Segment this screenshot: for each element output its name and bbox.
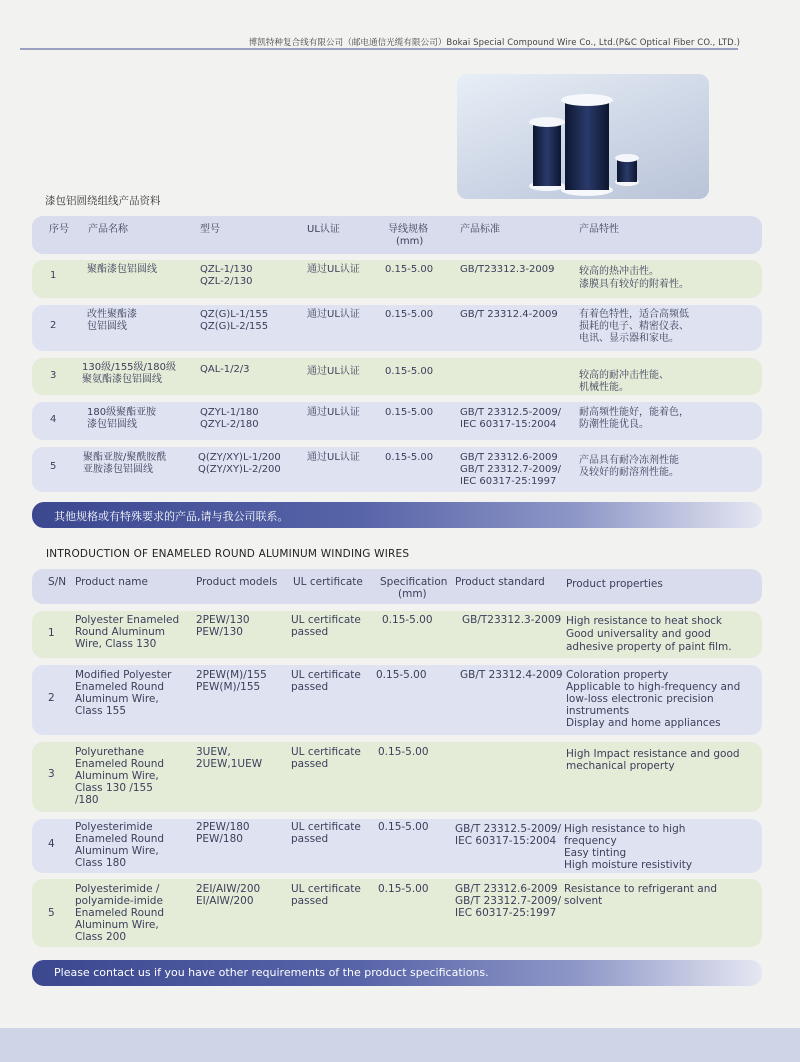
en-contact-text: Please contact us if you have other requirements of the product specifications. — [54, 966, 489, 979]
cn-col-ul: UL认证 — [307, 224, 340, 235]
cn-row-model: QZL-2/130 — [200, 276, 253, 287]
en-row-std: IEC 60317-15:2004 — [455, 835, 557, 847]
en-row-prop: Good universality and good — [566, 628, 711, 640]
cn-row-model: Q(ZY/XY)L-2/200 — [198, 464, 281, 475]
table-row — [32, 305, 762, 351]
table-row — [32, 358, 762, 395]
en-row-sn: 3 — [48, 768, 55, 780]
en-row-name: Wire, Class 130 — [75, 638, 157, 650]
table-row — [32, 447, 762, 492]
en-col-model: Product models — [196, 576, 278, 588]
header-divider — [20, 48, 738, 50]
en-row-prop: solvent — [564, 895, 603, 907]
en-row-ul: passed — [291, 626, 329, 638]
en-col-ul: UL certificate — [293, 576, 363, 588]
cn-row-name: 130级/155级/180级 — [82, 362, 176, 373]
cn-row-sn: 3 — [50, 370, 57, 381]
en-row-std: GB/T 23312.5-2009/ — [455, 823, 562, 835]
en-col-prop: Product properties — [566, 578, 663, 590]
en-row-name: Enameled Round — [75, 833, 165, 845]
en-col-spec-unit: (mm) — [398, 588, 427, 600]
cn-row-spec: 0.15-5.00 — [385, 452, 434, 463]
cn-row-name: 聚酯亚胺/聚酰胺酰 — [83, 452, 167, 463]
cn-row-sn: 5 — [50, 461, 57, 472]
en-row-model: 2EI/AIW/200 — [196, 883, 261, 895]
en-row-sn: 2 — [48, 692, 55, 704]
cn-row-prop: 较高的耐冲击性能、 — [579, 370, 669, 381]
en-row-name: Enameled Round — [75, 681, 165, 693]
product-photo — [457, 74, 709, 199]
cn-row-spec: 0.15-5.00 — [385, 407, 434, 418]
cn-row-model: QZYL-2/180 — [200, 419, 259, 430]
cn-row-sn: 4 — [50, 414, 57, 425]
table-row — [32, 402, 762, 440]
en-row-name: /180 — [75, 794, 99, 806]
table-row — [32, 742, 762, 812]
en-row-name: Round Aluminum — [75, 626, 165, 638]
en-row-prop: Display and home appliances — [566, 717, 721, 729]
en-row-sn: 5 — [48, 907, 55, 919]
cn-row-name: 包铝圆线 — [87, 321, 127, 332]
cn-row-name: 聚酯漆包铝圆线 — [87, 264, 157, 275]
en-row-std: GB/T23312.3-2009 — [462, 614, 562, 626]
en-row-ul: UL certificate — [291, 821, 361, 833]
en-row-ul: passed — [291, 681, 329, 693]
cn-row-model: QZL-1/130 — [200, 264, 253, 275]
cn-row-model: QAL-1/2/3 — [200, 364, 250, 375]
cn-row-sn: 2 — [50, 320, 57, 331]
cn-row-std: GB/T 23312.7-2009/ — [460, 464, 562, 475]
footer-band — [0, 1028, 800, 1062]
en-row-ul: UL certificate — [291, 669, 361, 681]
en-row-name: Class 155 — [75, 705, 127, 717]
cn-row-prop: 电讯、显示器和家电。 — [579, 333, 679, 344]
cn-row-model: QZ(G)L-1/155 — [200, 309, 269, 320]
en-col-spec: Specification — [380, 576, 448, 588]
en-row-prop: High resistance to heat shock — [566, 615, 722, 627]
table-row — [32, 611, 762, 658]
cn-row-model: QZ(G)L-2/155 — [200, 321, 269, 332]
cn-row-prop: 有着色特性，适合高频低 — [579, 309, 689, 320]
en-col-sn: S/N — [48, 576, 67, 588]
page-header — [0, 0, 800, 60]
en-row-model: 2PEW/130 — [196, 614, 250, 626]
en-row-prop: Coloration property — [566, 669, 669, 681]
cn-row-std: IEC 60317-25:1997 — [460, 476, 557, 487]
cn-row-name: 聚氨酯漆包铝圆线 — [82, 374, 162, 385]
cn-row-ul: 通过UL认证 — [307, 309, 360, 320]
cn-row-name: 改性聚酯漆 — [87, 309, 137, 320]
cn-row-model: Q(ZY/XY)L-1/200 — [198, 452, 281, 463]
cn-row-std: GB/T23312.3-2009 — [460, 264, 555, 275]
cn-col-std: 产品标准 — [460, 224, 500, 235]
en-row-prop: High moisture resistivity — [564, 859, 693, 871]
en-row-spec: 0.15-5.00 — [378, 746, 429, 758]
cn-col-prop: 产品特性 — [579, 224, 619, 235]
en-row-model: EI/AIW/200 — [196, 895, 254, 907]
cn-row-prop: 产品具有耐冷冻剂性能 — [579, 455, 679, 466]
en-row-prop: mechanical property — [566, 760, 675, 772]
cn-row-std: GB/T 23312.6-2009 — [460, 452, 558, 463]
en-row-prop: Resistance to refrigerant and — [564, 883, 718, 895]
en-row-sn: 4 — [48, 838, 55, 850]
cn-row-ul: 通过UL认证 — [307, 366, 360, 377]
en-row-spec: 0.15-5.00 — [382, 614, 433, 626]
en-row-ul: UL certificate — [291, 746, 361, 758]
cn-contact-banner — [32, 502, 762, 528]
en-row-ul: UL certificate — [291, 614, 361, 626]
en-row-std: IEC 60317-25:1997 — [455, 907, 557, 919]
en-col-name: Product name — [75, 576, 148, 588]
cn-row-spec: 0.15-5.00 — [385, 309, 434, 320]
en-row-model: PEW/180 — [196, 833, 243, 845]
cn-row-spec: 0.15-5.00 — [385, 264, 434, 275]
cn-row-std: GB/T 23312.5-2009/ — [460, 407, 562, 418]
en-row-spec: 0.15-5.00 — [378, 821, 429, 833]
cn-col-spec-unit: (mm) — [396, 236, 424, 247]
cn-row-std: GB/T 23312.4-2009 — [460, 309, 558, 320]
en-row-name: Enameled Round — [75, 758, 165, 770]
en-row-std: GB/T 23312.7-2009/ — [455, 895, 562, 907]
en-row-spec: 0.15-5.00 — [376, 669, 427, 681]
en-row-std: GB/T 23312.4-2009 — [460, 669, 563, 681]
cn-contact-text: 其他规格或有特殊要求的产品,请与我公司联系。 — [54, 510, 289, 523]
table-row — [32, 819, 762, 873]
en-contact-banner — [32, 960, 762, 986]
en-row-ul: passed — [291, 758, 329, 770]
en-row-model: 2UEW,1UEW — [196, 758, 263, 770]
en-row-name: Aluminum Wire, — [75, 770, 159, 782]
en-row-model: 2PEW/180 — [196, 821, 250, 833]
en-row-name: Aluminum Wire, — [75, 693, 159, 705]
en-row-sn: 1 — [48, 627, 55, 639]
cn-row-model: QZYL-1/180 — [200, 407, 259, 418]
cn-row-ul: 通过UL认证 — [307, 407, 360, 418]
en-row-name: Class 130 /155 — [75, 782, 153, 794]
en-row-ul: passed — [291, 895, 329, 907]
cn-row-prop: 耐高频性能好，能着色， — [579, 407, 689, 418]
en-col-std: Product standard — [455, 576, 545, 588]
cn-col-name: 产品名称 — [88, 224, 128, 235]
en-row-name: polyamide-imide — [75, 895, 163, 907]
en-row-prop: High Impact resistance and good — [566, 748, 740, 760]
cn-row-prop: 防潮性能优良。 — [579, 419, 649, 430]
cn-row-prop: 较高的热冲击性。 — [579, 266, 659, 277]
cn-row-prop: 漆膜具有较好的附着性。 — [579, 279, 689, 290]
en-row-name: Polyester Enameled — [75, 614, 180, 626]
cn-row-name: 漆包铝圆线 — [87, 419, 137, 430]
en-row-name: Enameled Round — [75, 907, 165, 919]
en-row-model: 2PEW(M)/155 — [196, 669, 267, 681]
cn-col-spec: 导线规格 — [388, 224, 428, 235]
cn-row-name: 亚胺漆包铝圆线 — [83, 464, 153, 475]
en-row-name: Aluminum Wire, — [75, 919, 159, 931]
en-row-name: Class 180 — [75, 857, 127, 869]
table-row — [32, 665, 762, 735]
cn-row-spec: 0.15-5.00 — [385, 366, 434, 377]
cn-row-prop: 机械性能。 — [579, 382, 629, 393]
cn-row-std: IEC 60317-15:2004 — [460, 419, 557, 430]
en-row-name: Polyesterimide / — [75, 883, 160, 895]
cn-row-ul: 通过UL认证 — [307, 452, 360, 463]
en-row-prop: Easy tinting — [564, 847, 627, 859]
cn-col-model: 型号 — [200, 224, 220, 235]
cn-row-sn: 1 — [50, 270, 57, 281]
cn-col-sn: 序号 — [49, 224, 69, 235]
table-row — [32, 260, 762, 298]
en-table-title: INTRODUCTION OF ENAMELED ROUND ALUMINUM WINDING WIRES — [46, 548, 410, 560]
cn-row-name: 180级聚酯亚胺 — [87, 407, 157, 418]
en-row-name: Polyesterimide — [75, 821, 153, 833]
company-name: 博凯特种复合线有限公司（邮电通信光缆有限公司）Bokai Special Compound Wire Co., Ltd.(P&C Optical Fiber CO., LTD.) — [248, 38, 740, 48]
en-row-prop: low-loss electronic precision — [566, 693, 714, 705]
cn-row-prop: 及较好的耐溶剂性能。 — [579, 467, 679, 478]
en-row-name: Modified Polyester — [75, 669, 172, 681]
en-row-name: Class 200 — [75, 931, 127, 943]
en-table-header — [32, 569, 762, 604]
en-row-name: Aluminum Wire, — [75, 845, 159, 857]
en-row-ul: UL certificate — [291, 883, 361, 895]
table-row — [32, 879, 762, 947]
cn-row-ul: 通过UL认证 — [307, 264, 360, 275]
wire-spools-image — [457, 74, 709, 199]
en-row-model: PEW/130 — [196, 626, 243, 638]
en-row-model: PEW(M)/155 — [196, 681, 261, 693]
en-row-prop: instruments — [566, 705, 630, 717]
cn-table-header — [32, 216, 762, 254]
en-row-name: Polyurethane — [75, 746, 145, 758]
en-row-model: 3UEW, — [196, 746, 231, 758]
en-row-prop: High resistance to high — [564, 823, 686, 835]
cn-table-title: 漆包铝圆绕组线产品资料 — [45, 195, 161, 207]
en-row-spec: 0.15-5.00 — [378, 883, 429, 895]
en-row-std: GB/T 23312.6-2009 — [455, 883, 558, 895]
cn-row-prop: 损耗的电子、精密仪表、 — [579, 321, 689, 332]
en-row-prop: adhesive property of paint film. — [566, 641, 732, 653]
en-row-prop: frequency — [564, 835, 617, 847]
en-row-prop: Applicable to high-frequency and — [566, 681, 741, 693]
en-row-ul: passed — [291, 833, 329, 845]
